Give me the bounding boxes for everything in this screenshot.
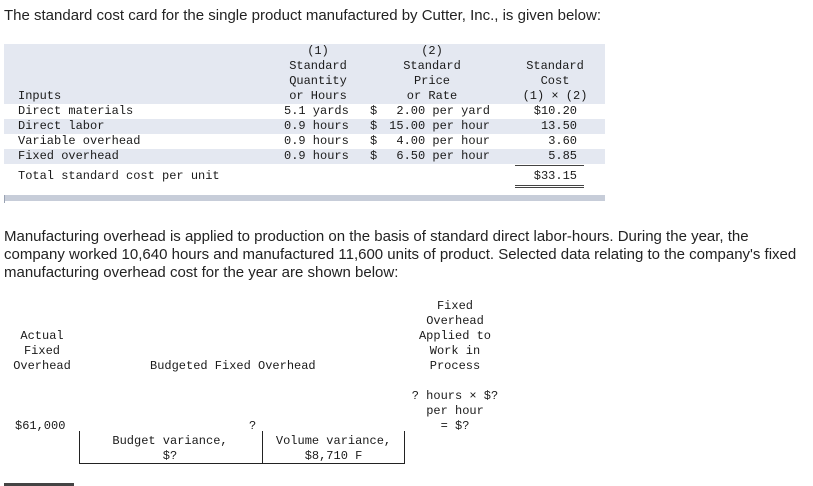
col-cost-header: Standard Cost (1) × (2) [522,59,588,103]
row-dollar-sign: $ [370,149,378,163]
table-left-tick [4,195,5,203]
total-double-rule [515,185,584,188]
volume-variance-label: Volume variance, $8,710 F [275,434,392,463]
table-row [0,134,813,149]
overhead-paragraph: Manufacturing overhead is applied to production on the basis of standard direct labor-hours. During the year, the company worked 10,640 hours and manufactured 11,600 units of product. Selected data relating to the company's fixed manufacturing overhead cost for the year are shown below: [4,228,797,281]
actual-overhead-value: $61,000 [15,419,66,433]
row-cost: 5.85 [548,149,577,163]
row-dollar-sign: $ [370,134,378,148]
budget-variance-label: Budget variance, $? [112,434,228,463]
row-rate: 4.00 per hour [396,134,490,148]
applied-overhead-formula: ? hours × $? per hour = $? [411,389,499,433]
row-input-label: Variable overhead [18,134,141,148]
intro-text: The standard cost card for the single product manufactured by Cutter, Inc., is given below: [4,7,601,24]
total-top-rule [515,165,584,166]
total-value: $33.15 [533,169,577,183]
row-quantity: 0.9 hours [284,134,349,148]
row-input-label: Direct materials [18,104,134,118]
row-quantity: 0.9 hours [284,149,349,163]
col-price-header: (2) Standard Price or Rate [403,44,461,103]
row-rate: 15.00 per hour [389,119,490,133]
col-quantity-header: (1) Standard Quantity or Hours [289,44,347,103]
table-bottom-rule [4,195,605,201]
applied-overhead-header: Fixed Overhead Applied to Work in Process [418,299,491,373]
inputs-header: Inputs [18,89,62,103]
row-cost: 3.60 [548,134,577,148]
row-input-label: Direct labor [18,119,105,133]
actual-fixed-overhead-header: Actual Fixed Overhead [13,329,71,373]
row-rate: 6.50 per hour [396,149,490,163]
table-row [0,149,813,164]
row-cost: 13.50 [540,119,577,133]
row-quantity: 5.1 yards [284,104,349,118]
total-label: Total standard cost per unit [18,169,220,183]
row-dollar-sign: $ [370,119,378,133]
row-dollar-sign: $ [370,104,378,118]
budgeted-overhead-value: ? [249,419,257,433]
row-cost: $10.20 [533,104,577,118]
table-row [0,104,813,119]
row-input-label: Fixed overhead [18,149,119,163]
table-row [0,119,813,134]
budgeted-fixed-overhead-header: Budgeted Fixed Overhead [150,359,316,373]
row-rate: 2.00 per yard [396,104,490,118]
row-quantity: 0.9 hours [284,119,349,133]
